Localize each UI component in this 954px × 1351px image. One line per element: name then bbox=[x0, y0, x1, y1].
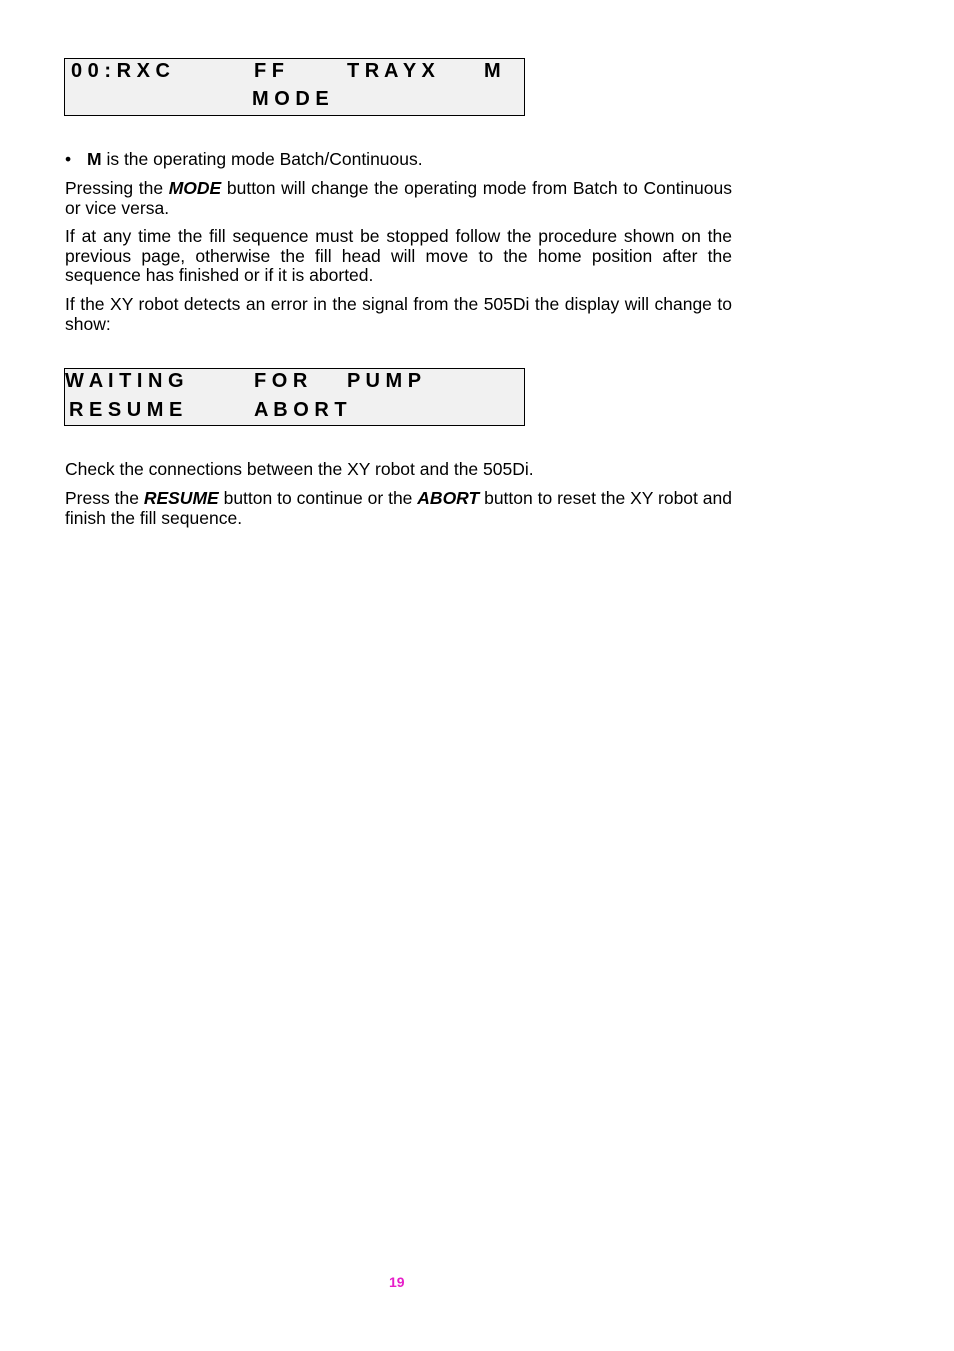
keyword-resume: RESUME bbox=[143, 488, 219, 508]
lcd-text: W A I T I N G bbox=[65, 370, 184, 392]
lcd-text: T R A Y X bbox=[347, 60, 435, 82]
keyword-abort: ABORT bbox=[417, 488, 480, 508]
lcd-line-2 bbox=[65, 398, 524, 422]
lcd-text: P U M P bbox=[347, 370, 422, 392]
paragraph-resume bbox=[65, 489, 732, 528]
mode-bullet-item bbox=[65, 150, 423, 170]
bullet-dot: • bbox=[65, 149, 72, 169]
bullet-key: M bbox=[87, 149, 102, 169]
lcd-line-1 bbox=[65, 369, 524, 393]
lcd-text: M bbox=[484, 60, 501, 82]
paragraph-mode bbox=[65, 179, 732, 218]
paragraph-stop: If at any time the fill sequence must be stopped follow the procedure shown on the previous page, otherwise the fill head will move to the home position after the sequence has finished or if it is aborted. bbox=[65, 226, 732, 285]
lcd-text: F F bbox=[254, 60, 284, 82]
lcd-display-mode bbox=[64, 58, 525, 116]
text: button to continue or the bbox=[218, 488, 418, 508]
lcd-text: R E S U M E bbox=[69, 399, 183, 421]
lcd-text: 0 0 : R X C bbox=[71, 60, 170, 82]
text: button will change the operating mode from Batch to Continuous or vice versa. bbox=[65, 178, 733, 218]
page-number: 19 bbox=[389, 1274, 405, 1290]
text: Press the bbox=[65, 488, 144, 508]
text: button to reset the XY robot and finish the fill sequence. bbox=[65, 488, 732, 528]
lcd-text: A B O R T bbox=[254, 399, 347, 421]
lcd-line-2 bbox=[65, 87, 524, 111]
paragraph-error: If the XY robot detects an error in the signal from the 505Di the display will change to show: bbox=[65, 294, 732, 334]
keyword-mode: MODE bbox=[168, 178, 222, 198]
text: Pressing the bbox=[65, 178, 169, 198]
lcd-display-waiting bbox=[64, 368, 525, 426]
lcd-text: M O D E bbox=[252, 88, 329, 110]
bullet-text: is the operating mode Batch/Continuous. bbox=[101, 149, 423, 169]
paragraph-check: Check the connections between the XY robot and the 505Di. bbox=[65, 459, 534, 479]
lcd-text: F O R bbox=[254, 370, 308, 392]
lcd-line-1 bbox=[65, 59, 524, 83]
